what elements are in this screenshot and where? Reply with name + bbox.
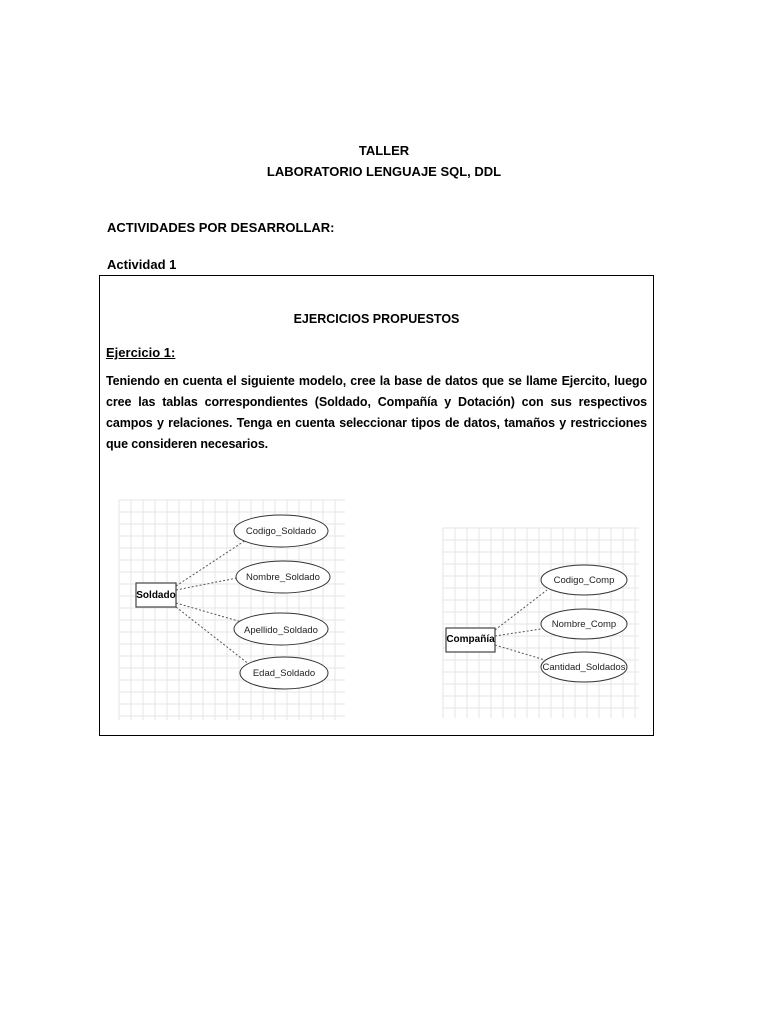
attribute-cantidad-soldados	[541, 652, 627, 682]
activities-heading: ACTIVIDADES POR DESARROLLAR:	[107, 220, 335, 235]
entity-compania	[446, 628, 495, 652]
soldado-er-diagram	[119, 500, 345, 720]
attribute-label: Nombre_Comp	[551, 619, 617, 630]
exercise-title: Ejercicio 1:	[106, 345, 176, 360]
attribute-label: Nombre_Soldado	[246, 572, 320, 583]
entity-label: Soldado	[136, 590, 176, 601]
entity-label: Compañía	[446, 634, 495, 645]
attribute-edad-soldado	[240, 657, 328, 689]
attribute-label: Edad_Soldado	[252, 668, 316, 679]
attribute-nombre-comp	[541, 609, 627, 639]
document-title: TALLER	[358, 143, 410, 158]
attribute-codigo-soldado	[234, 515, 328, 547]
attribute-label: Codigo_Soldado	[245, 526, 317, 537]
attribute-label: Codigo_Comp	[553, 575, 615, 586]
attribute-nombre-soldado	[236, 561, 330, 593]
exercises-heading: EJERCICIOS PROPUESTOS	[293, 312, 460, 326]
connectors	[176, 538, 252, 665]
exercise-description: Teniendo en cuenta el siguiente modelo, cree la base de datos que se llame Ejercito, luego cree las tablas correspondientes (Soldado, Compañía y Dotación) con sus respectivos campos y relaciones. Tenga en cuenta seleccionar tipos de datos, tamaños y restricciones que consideren necesarios.	[106, 374, 647, 451]
entity-soldado	[136, 583, 176, 607]
attribute-label: Cantidad_Soldados	[542, 662, 626, 673]
attribute-label: Apellido_Soldado	[244, 625, 318, 636]
compania-er-diagram	[443, 528, 639, 718]
document-subtitle: LABORATORIO LENGUAJE SQL, DDL	[266, 164, 502, 179]
activity-heading: Actividad 1	[107, 257, 177, 272]
attribute-apellido-soldado	[234, 613, 328, 645]
attribute-codigo-comp	[541, 565, 627, 595]
